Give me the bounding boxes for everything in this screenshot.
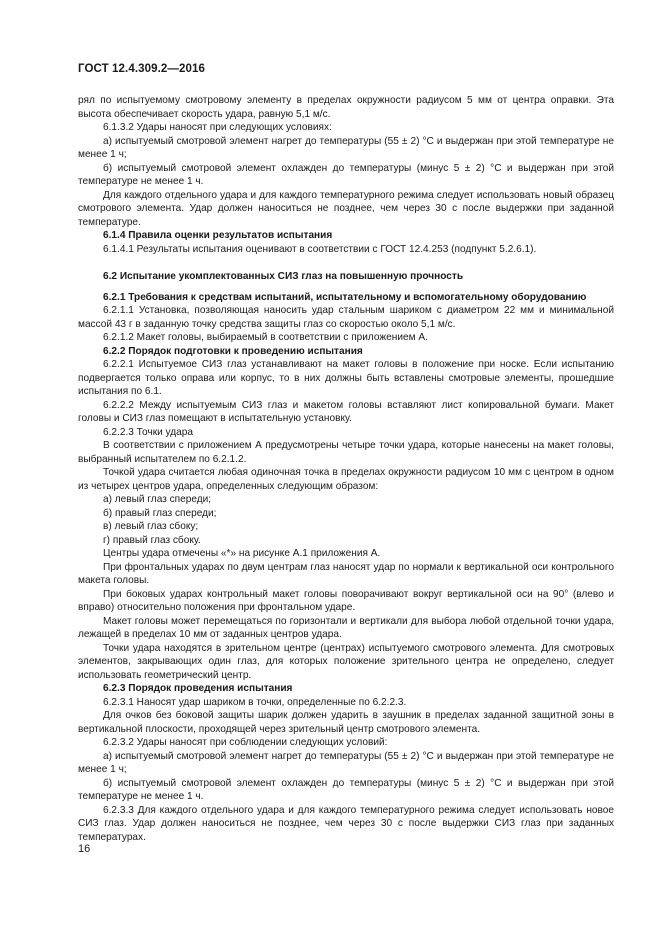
paragraph: При боковых ударах контрольный макет головы поворачивают вокруг вертикальной оси на 90° (влево и вправо) относительно положения при фронтальном ударе. xyxy=(78,588,614,613)
paragraph: б) испытуемый смотровой элемент охлажден до температуры (минус 5 ± 2) °С и выдержан при этой температуре не менее 1 ч. xyxy=(78,777,614,802)
paragraph: Для очков без боковой защиты шарик должен ударить в заушник в пределах заданной защитной зоны в вертикальной плоскости, проходящей через зрительный центр смотрового элемента. xyxy=(78,710,614,735)
document-body xyxy=(78,94,614,844)
paragraph: 6.2.2.1 Испытуемое СИЗ глаз устанавливают на макет головы в положение при носке. Если испытанию подвергается только оправа или корпус, то в них должны быть вставлены смотровые элементы, прошедшие испытания по 6.1. xyxy=(78,359,614,397)
paragraph: Для каждого отдельного удара и для каждого температурного режима следует использовать новый образец смотрового элемента. Удар должен наноситься не позднее, чем через 30 с после выдержки при заданной температуре. xyxy=(78,189,614,228)
paragraph: 6.2.3.2 Удары наносят при соблюдении следующих условий: xyxy=(103,737,388,748)
paragraph: При фронтальных ударах по двум центрам глаз наносят удар по нормали к вертикальной оси контрольного макета головы. xyxy=(78,561,614,586)
list-item: в) левый глаз сбоку; xyxy=(103,521,199,532)
paragraph: Точки удара находятся в зрительном центре (центрах) испытуемого смотрового элемента. Для смотровых элементов, закрывающих один глаз, для которых положение зрительного центра не определено, следует использовать геометрический центр. xyxy=(78,642,614,681)
paragraph: Центры удара отмечены «*» на рисунке А.1 приложения А. xyxy=(103,548,381,559)
section-heading: 6.2.1 Требования к средствам испытаний, испытательному и вспомогательному оборудованию xyxy=(103,291,587,303)
paragraph: В соответствии с приложением А предусмотрены четыре точки удара, которые нанесены на макет головы, выбранный испытателем по 6.2.1.2. xyxy=(78,440,614,465)
list-item: а) левый глаз спереди; xyxy=(103,494,212,505)
paragraph: 6.1.4.1 Результаты испытания оценивают в соответствии с ГОСТ 12.4.253 (подпункт 5.2.6.1). xyxy=(103,243,537,255)
list-item: г) правый глаз сбоку. xyxy=(103,534,201,546)
paragraph: а) испытуемый смотровой элемент нагрет до температуры (55 ± 2) °С и выдержан при этой температуре не менее 1 ч; xyxy=(78,750,614,775)
section-heading: 6.2 Испытание укомплектованных СИЗ глаз на повышенную прочность xyxy=(103,271,464,282)
paragraph: Точкой удара считается любая одиночная точка в пределах окружности радиусом 10 мм с центром в одном из четырех центров удара, определенных следующим образом: xyxy=(78,467,614,492)
paragraph: 6.1.3.2 Удары наносят при следующих условиях: xyxy=(103,122,332,133)
paragraph: 6.2.2.2 Между испытуемым СИЗ глаз и макетом головы вставляют лист копировальной бумаги. Макет головы и СИЗ глаз помещают в испытательную установку. xyxy=(78,399,614,424)
paragraph: 6.2.3.3 Для каждого отдельного удара и для каждого температурного режима следует использовать новое СИЗ глаз. Удар должен наноситься не позднее, чем через 30 с после выдержки СИЗ глаз при заданных температурах. xyxy=(78,804,614,843)
page-number: 16 xyxy=(78,843,91,855)
section-heading: 6.1.4 Правила оценки результатов испытания xyxy=(103,230,333,241)
section-heading: 6.2.3 Порядок проведения испытания xyxy=(103,683,293,694)
paragraph: рял по испытуемому смотровому элементу в пределах окружности радиусом 5 мм от центра оправки. Эта высота обеспечивает скорость удара, равную 5,1 м/с. xyxy=(78,95,614,120)
paragraph: 6.2.1.2 Макет головы, выбираемый в соответствии с приложением А. xyxy=(103,332,428,343)
section-heading: 6.2.2 Порядок подготовки к проведению испытания xyxy=(103,345,363,357)
paragraph: а) испытуемый смотровой элемент нагрет до температуры (55 ± 2) °С и выдержан при этой температуре не менее 1 ч; xyxy=(78,135,614,160)
list-item: б) правый глаз спереди; xyxy=(103,507,217,519)
paragraph: 6.2.1.1 Установка, позволяющая наносить удар стальным шариком с диаметром 22 мм и минимальной массой 43 г в заданную точку средства защиты глаз со скоростью около 5,1 м/с. xyxy=(78,305,614,330)
paragraph: б) испытуемый смотровой элемент охлажден до температуры (минус 5 ± 2) °С и выдержан при этой температуре не менее 1 ч. xyxy=(78,162,614,187)
document-header: ГОСТ 12.4.309.2—2016 xyxy=(78,63,205,75)
paragraph: Макет головы может перемещаться по горизонтали и вертикали для выбора любой отдельной точки удара, лежащей в пределах 10 мм от заданных центров удара. xyxy=(78,615,614,640)
paragraph: 6.2.3.1 Наносят удар шариком в точки, определенные по 6.2.2.3. xyxy=(103,696,407,708)
paragraph: 6.2.2.3 Точки удара xyxy=(103,426,194,438)
